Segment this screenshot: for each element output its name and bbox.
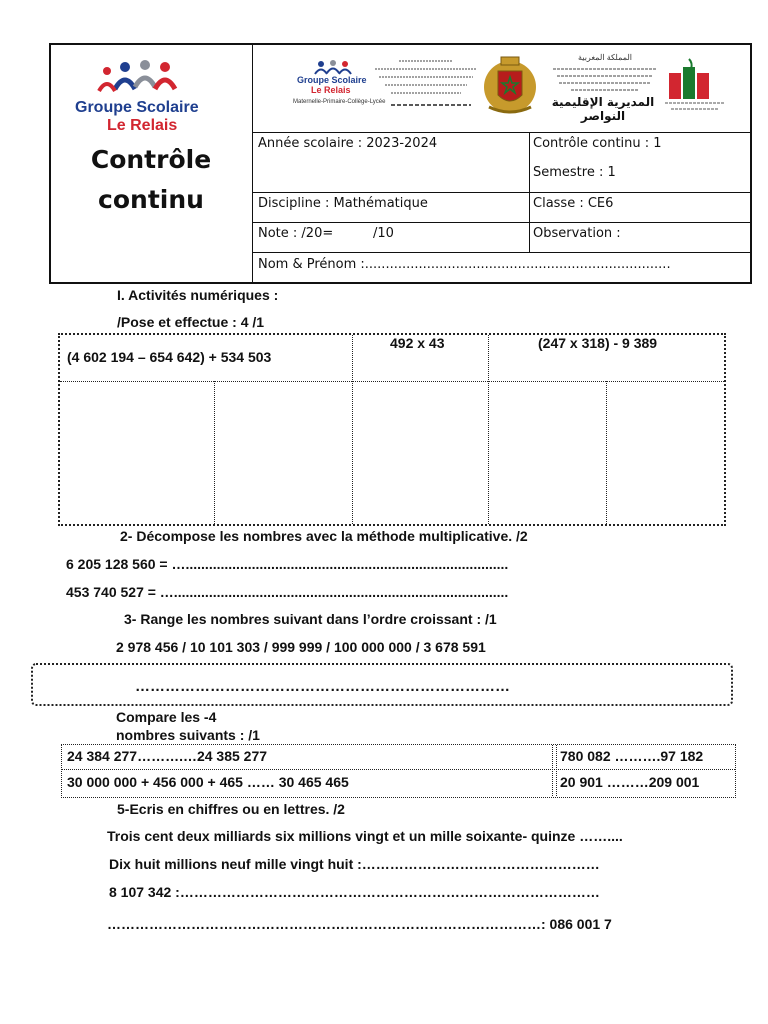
section5-title: 5-Ecris en chiffres ou en lettres. /2 [117, 801, 345, 817]
compare-1[interactable]: 24 384 277……….…24 385 277 [67, 748, 268, 764]
write-line-1[interactable]: Trois cent deux milliards six millions vingt et un mille soixante- quinze …….... [107, 828, 623, 844]
answer-space-3b[interactable] [609, 383, 723, 521]
answer-space-1a[interactable] [62, 383, 212, 521]
compare-table [61, 744, 736, 798]
order-answer-dots: ………………………………………………………………… [135, 678, 510, 695]
discipline: Discipline : Mathématique [258, 196, 428, 211]
classe: Classe : CE6 [533, 196, 614, 211]
write-line-3[interactable]: 8 107 342 :……………………………………………………………………………… [109, 884, 600, 900]
operation-3: (247 x 318) - 9 389 [538, 335, 658, 351]
observation: Observation : [533, 226, 621, 241]
tifinagh-text-icon [371, 55, 481, 115]
answer-space-2[interactable] [355, 383, 485, 521]
decompose-line-1[interactable]: 6 205 128 560 = …................................................................................... [66, 556, 509, 572]
write-line-2[interactable]: Dix huit millions neuf mille vingt huit :…………………………………………… [109, 856, 600, 872]
controle-number: Contrôle continu : 1 [533, 136, 662, 151]
doc-title-line1: Contrôle [90, 145, 212, 174]
section1-title: I. Activités numériques : [117, 287, 279, 303]
section2-title: 2- Décompose les nombres avec la méthode multiplicative. /2 [120, 528, 528, 544]
compare-4[interactable]: 20 901 ………209 001 [560, 774, 700, 790]
doc-title-line2: continu [98, 185, 204, 214]
arabic-text-icon [549, 65, 661, 95]
section4-title-1: Compare les -4 [116, 709, 217, 725]
banner-school-name: Groupe Scolaire [297, 75, 367, 85]
annee-scolaire: Année scolaire : 2023-2024 [258, 136, 438, 151]
operation-2: 492 x 43 [390, 335, 445, 351]
answer-space-3a[interactable] [491, 383, 603, 521]
note: Note : /20= [258, 226, 334, 241]
school-logo-icon [75, 59, 215, 93]
operation-1: (4 602 194 – 654 642) + 534 503 [67, 349, 272, 365]
section3-title: 3- Range les nombres suivant dans l’ordre croissant : /1 [124, 611, 497, 627]
banner-arabic-top: المملكة المغربية [578, 53, 632, 62]
banner-arabic-direction: المديرية الإقليمية النواصر [551, 95, 655, 123]
banner-tagline: Maternelle-Primaire-Collège-Lycée [293, 99, 386, 105]
operations-table [58, 333, 726, 526]
answer-space-1b[interactable] [217, 383, 349, 521]
numbers-to-order: 2 978 456 / 10 101 303 / 999 999 / 100 000 000 / 3 678 591 [116, 639, 486, 655]
nom-prenom-field[interactable]: Nom & Prénom :.......................................................................... [258, 257, 671, 272]
order-answer-box[interactable] [31, 663, 733, 706]
write-line-4[interactable]: …………………………………………………………………………………: 086 001 7 [107, 916, 612, 932]
section4-title-2: nombres suivants : /1 [116, 727, 260, 743]
small-school-logo-icon [303, 59, 363, 75]
note-out-of-10: /10 [373, 226, 394, 241]
decompose-line-2[interactable]: 453 740 527 = …...................................................................................... [66, 584, 509, 600]
school-name: Groupe Scolaire [75, 99, 199, 116]
compare-2[interactable]: 780 082 ……….97 182 [560, 748, 704, 764]
banner-school-name-sub: Le Relais [311, 85, 351, 95]
coat-of-arms-icon [481, 53, 539, 117]
academy-logo-icon [663, 57, 727, 113]
semestre: Semestre : 1 [533, 165, 616, 180]
logo-cell [51, 45, 253, 282]
section1-subtitle: /Pose et effectue : 4 /1 [117, 314, 265, 330]
school-name-sub: Le Relais [107, 117, 178, 134]
header-table [49, 43, 752, 284]
compare-3[interactable]: 30 000 000 + 456 000 + 465 …… 30 465 465 [67, 774, 349, 790]
ministry-banner [253, 45, 750, 132]
